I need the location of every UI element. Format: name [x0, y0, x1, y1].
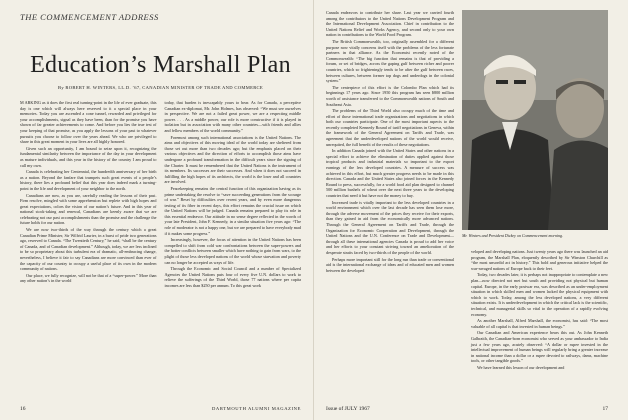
- section-header: THE COMMENCEMENT ADDRESS: [20, 12, 159, 22]
- right-column-1: [326, 10, 454, 273]
- right-column-2: [471, 249, 608, 391]
- article-title: Education’s Marshall Plan: [30, 52, 291, 78]
- paragraph: Our place, we fully recognize, will not be that of a “super-power.” More than any other nation’s in the world: [20, 272, 157, 284]
- paragraph: We are now two-thirds of the way through the century which a great Canadian Prime Minister, Sir Wilfrid Laurier, in a burst of pride two generations ago, reserved to Canada. “The Twentieth Century,” he said, “shall be the century of Canada, and of Canadian development.” Although, today, we are less inclined to be so proprietary about this turbulent era of dramatic, all-embracing change, nevertheless, I believe it fair to say Canadians are more convinced than ever of the capacity of our country to occupy a useful place of its own in the modern community of nations.: [20, 227, 157, 272]
- byline: By ROBERT H. WINTERS, LL.D. ’67, CANADIAN MINISTER OF TRADE AND COMMERCE: [57, 85, 264, 90]
- left-footer: [20, 406, 301, 412]
- paragraph: In addition Canada joined with the United States and other nations in a special effort to achieve the elimination of duties applied against those tropical products and industrial materials so important to the export earnings of the less developed countries. A measure of success was achieved in this effort, but much greater progress needs to be made in this direction. Canada and the United States also joined forces in the Kennedy Round to press, successfully, for a world food aid plan designed to channel 500 million bushels of wheat over the next three years to the developing countries that need it but have not the money to buy.: [326, 148, 454, 198]
- paragraph: Canada is celebrating her Centennial, the hundredth anniversary of her birth as a nation. Beyond the fanfare that trumpets such great events of a people’s history, there lies a profound belief that this year does indeed mark a turning-point in the life and development of your neighbor to the north.: [20, 169, 157, 191]
- paragraph: The centerpiece of this effort is the Colombo Plan which had its beginnings 17 years ago. Since 1950 this program has seen $800 million worth of assistance transferred to the Commonwealth nations of South and Southeast Asia.: [326, 84, 454, 107]
- photo-caption: Mr. Winters and President Dickey on Commencement morning.: [462, 233, 564, 238]
- paragraph: Perhaps more important still for the long run than trade or conventional aid is the international exchange of ideas and of educated men and women between the developed: [326, 256, 454, 273]
- commencement-photo: [462, 10, 608, 230]
- page-number: 16: [20, 406, 26, 412]
- photo-illustration: [462, 10, 608, 230]
- paragraph: today, that burden is inescapably yours to bear. As for Canada, a perceptive Canadian ex-diplomat, Mr. John Holmes, has observed: “We must see ourselves in perspective. We are not a failed great power, we are a respecting middle power. . . . As a middle power, our role is more constructive if it is played in isolation but in association with many other countries—with friends and allies and fellow members of the world community.”: [164, 100, 301, 133]
- page-number: 17: [602, 406, 608, 412]
- magazine-name: DARTMOUTH ALUMNI MAGAZINE: [212, 406, 301, 411]
- paragraph: Through the Economic and Social Council and a number of Specialized Agencies the United Nations puts four of every five U.N. dollars to work to relieve the sufferings of the Third World, those 77 nations where per capita incomes are less than $250 per annum. To this great work: [164, 266, 301, 288]
- right-page: [314, 0, 628, 420]
- issue-date: Issue of JULY 1967: [326, 406, 370, 412]
- paragraph: M ARKING as it does the first real turning-point in the life of ever graduate, this day is one which will always here reserved to it a special place in your memories. Today you are ascended a cone tunnel, rewarded and privileged for your accomplishments, signal as they have been, than for the promise you have shown of far greater achievements to come. And before you lies the true test of your keeping of that promise, as you apply the lessons of your past to whatever pursuits you choose to follow over the years ahead. We who are privileged to share in this great moment in your lives are all highly honored.: [20, 100, 157, 145]
- paragraph: Given such an opportunity, I am bound to seize upon it, recognizing the fundamental similarity between the importance of the day in your development as mature individuals, and this year in the history of the country I am proud to call my own.: [20, 145, 157, 168]
- right-footer: [326, 406, 608, 412]
- paragraph: Foremost among such international associations is the United Nations. The aims and objectives of this moving ideal of the world today are sheltered from those set out more than two decades ago; but the emphasis placed on their various objectives and the direction of efforts to accomplish those aims have undergone a profound transformation in the difficult years since the signing of the Charter. It must be remembered that the United Nations is the instrument of its members. Its successes are their successes. And when it does not succeed in fulfilling the high hopes of its architects, the world is the loser and all countries are involved.: [164, 134, 301, 185]
- paragraph: As another Marshall, Alfred Marshall, the economist, has said: “The most valuable of all capital is that invested in human beings.”: [471, 318, 608, 329]
- right-lower: [326, 249, 608, 391]
- paragraph: Today, two decades later, it is perhaps not inappropriate to contemplate a new plan—now directed not met but south and providing not physical but human capital. Europe, in the early postwar era, was described as an under-employment situation in which skilled men and women lacked the physical equipment with which to work. Today, among the less developed nations, a very different situation exists. It is underdevelopment in which the critical lack is the scientific, technical, and managerial skills so vital to the operation of a rapidly evolving economy.: [471, 272, 608, 317]
- paragraph: The problems of the Third World also occupy much of the time and effort of those international trade organizations and negotiations in which both our countries participate. One of the most important aspects to the recently completed Kennedy Round of tariff negotiations in Geneva, within the framework of the General Agreement on Tariffs and Trade, was agreement that the underdeveloped nations of the world would receive, unrequited, the full benefit of the results of these negotiations.: [326, 108, 454, 147]
- photo-block: [462, 10, 608, 243]
- paragraph: veloped and developing nations. Just twenty years ago there was launched an aid program, the Marshall Plan, eloquently described by Sir Winston Churchill as “the most unsordid act in history.” This bold and generous initiative helped the war-ravaged nations of Europe back to their feet.: [471, 249, 608, 271]
- paragraph: Canadians are now, as you are, carefully reading the lessons of their past. Firm resolve, mingled with some apprehension but replete with high hopes and great expectations, colors the vision of our nation’s future. And in this year of national stock-taking and renewal, Canadians are keenly aware that we are celebrating not our past accomplishments than the promise and the challenge the future holds for our nation.: [20, 192, 157, 226]
- paragraph: Increased trade is vitally important to the less developed countries in a world environment which over the last decade has seen them lose more, through the adverse movement of the prices they receive for their exports, than they gained in aid from the economically more advanced nations. Through the General Agreement on Tariffs and Trade, through the Organization for Economic Cooperation and Development, through the United Nations and the U.N. Conference on Trade and Development—through all these international agencies Canada is proud to add her voice and her efforts to your constant striving toward an amelioration of the desperate straits faced by two-thirds of the people of the world.: [326, 199, 454, 255]
- paragraph: The British Commonwealth, too, originally assembled for a different purpose now vitally concerns itself with the problems of the less fortunate partners in that alliance. As the Economist recently noted of the Commonwealth: “The big function that remains is that of providing a forum, or set of bridges, across the gaping gulf between richer and poorer countries, which so frighteningly tends to be after the gulf between races, between cultures, between former top dogs and underdogs in the colonial system.”: [326, 38, 454, 84]
- paragraph: Our Canadian and American experience bears this out. As John Kenneth Galbraith, the Canadian-born economist who served as your ambassador to India just a few years ago, acutely observed: “A dollar or rupee invested in the intellectual improvement of human beings will regularly bring a greater increase in national income than a dollar or a rupee devoted to railways, dams, machine tools, or other tangible goods.”: [471, 330, 608, 364]
- right-column-1-continued: [326, 249, 463, 391]
- left-column-1: [20, 100, 157, 418]
- paragraph: We have learned this lesson of our development and: [477, 364, 565, 370]
- paragraph: Peacekeeping remains the central function of this organization having as its prime undertaking the resolve to “save succeeding generations from the scourge of war.” Beset by difficulties over recent years, and by even more dangerous testing of its fiber in recent days, this effort remains the crucial issue on which the United Nations will be judged. Canada remains prepared to play its role in this essential endeavor. Our attitude in no sense degree reflected in the words of your late President, John F. Kennedy, in a similar situation five years ago: “The role of moderator is not a happy one, but we are prepared to have everybody mad if it makes some progress.”: [164, 185, 301, 236]
- paragraph: Canada endeavors to contribute her share. Last year we carried fourth among the contributors to the United Nations Development Program and the International Development Association. Chief in contribution to the United Nations Relief and Works Agency, and second only to your own nation in contributions to the World Food Program.: [326, 10, 454, 38]
- paragraph: Increasingly, however, the focus of attention in the United Nations has been compelled to shift from cold war confrontations between the super-powers and the hotter conflicts between smaller which have nothing to gain from wars, to the plight of those less developed nations of the world whose starvation and poverty can no longer be accepted as ways of life.: [164, 237, 301, 265]
- left-column-2: [165, 100, 302, 418]
- left-columns: [20, 100, 301, 418]
